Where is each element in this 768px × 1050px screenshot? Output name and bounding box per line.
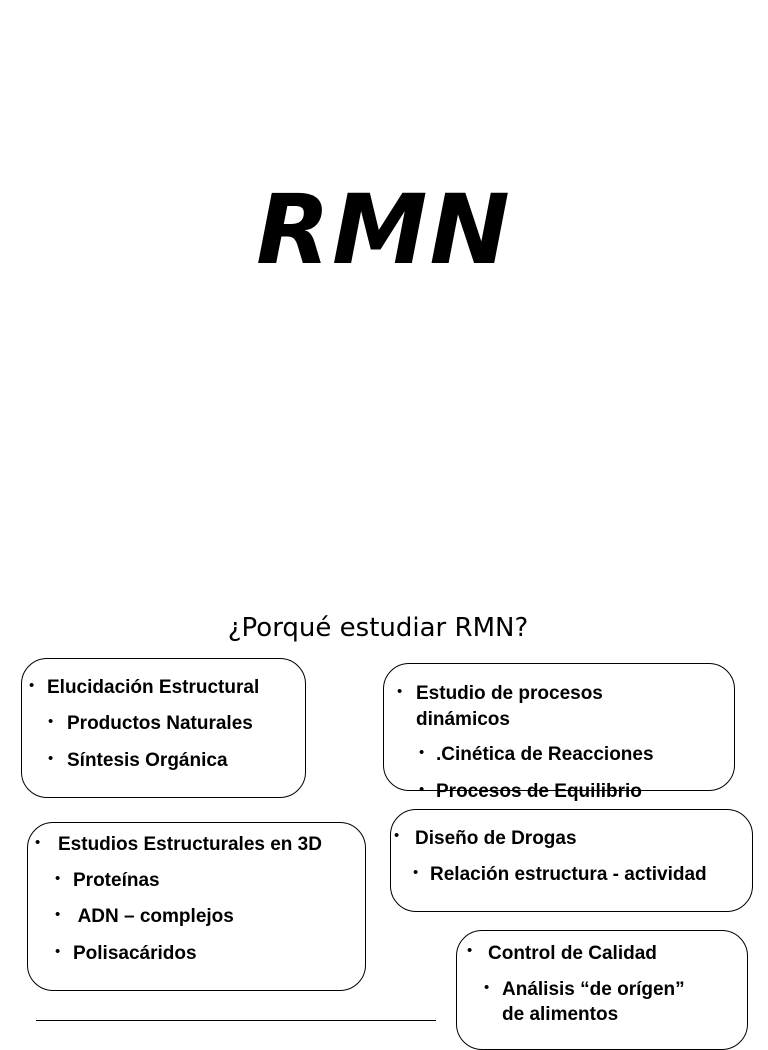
box1-item: Elucidación Estructural: [47, 677, 260, 698]
box3-sub1: Proteínas: [73, 870, 160, 891]
bullet: •: [55, 943, 61, 960]
bullet: •: [35, 834, 41, 851]
box5-item: Control de Calidad: [488, 943, 657, 964]
box4-item: Diseño de Drogas: [415, 828, 577, 849]
box3-sub2: ADN – complejos: [73, 906, 234, 927]
bullet: •: [419, 744, 425, 761]
box5-sub1-line2: de alimentos: [502, 1004, 619, 1025]
bullet: •: [397, 683, 403, 700]
bullet: •: [394, 827, 400, 844]
bullet: •: [467, 942, 473, 959]
bullet: •: [419, 781, 425, 798]
slide-title: RMN: [256, 174, 512, 286]
box1-sub2: Síntesis Orgánica: [67, 750, 228, 771]
bullet: •: [413, 864, 419, 881]
bullet: •: [55, 870, 61, 887]
bullet: •: [29, 677, 35, 694]
box2-item-line1: Estudio de procesos: [416, 683, 603, 704]
box2-item-line2: dinámicos: [416, 709, 510, 730]
box2-sub2: Procesos de Equilibrio: [436, 781, 642, 802]
box5-sub1-line1: Análisis “de orígen”: [502, 979, 685, 1000]
divider-line: [36, 1020, 436, 1021]
box2-sub1: .Cinética de Reacciones: [436, 744, 654, 765]
bullet: •: [48, 713, 54, 730]
box3-item: Estudios Estructurales en 3D: [58, 834, 322, 855]
box1-sub1: Productos Naturales: [67, 713, 253, 734]
box-drogas: [390, 809, 753, 912]
bullet: •: [55, 906, 61, 923]
bullet: •: [484, 979, 490, 996]
box3-sub3: Polisacáridos: [73, 943, 197, 964]
slide-heading: ¿Porqué estudiar RMN?: [227, 613, 529, 643]
box4-sub1: Relación estructura - actividad: [430, 864, 707, 885]
bullet: •: [48, 750, 54, 767]
